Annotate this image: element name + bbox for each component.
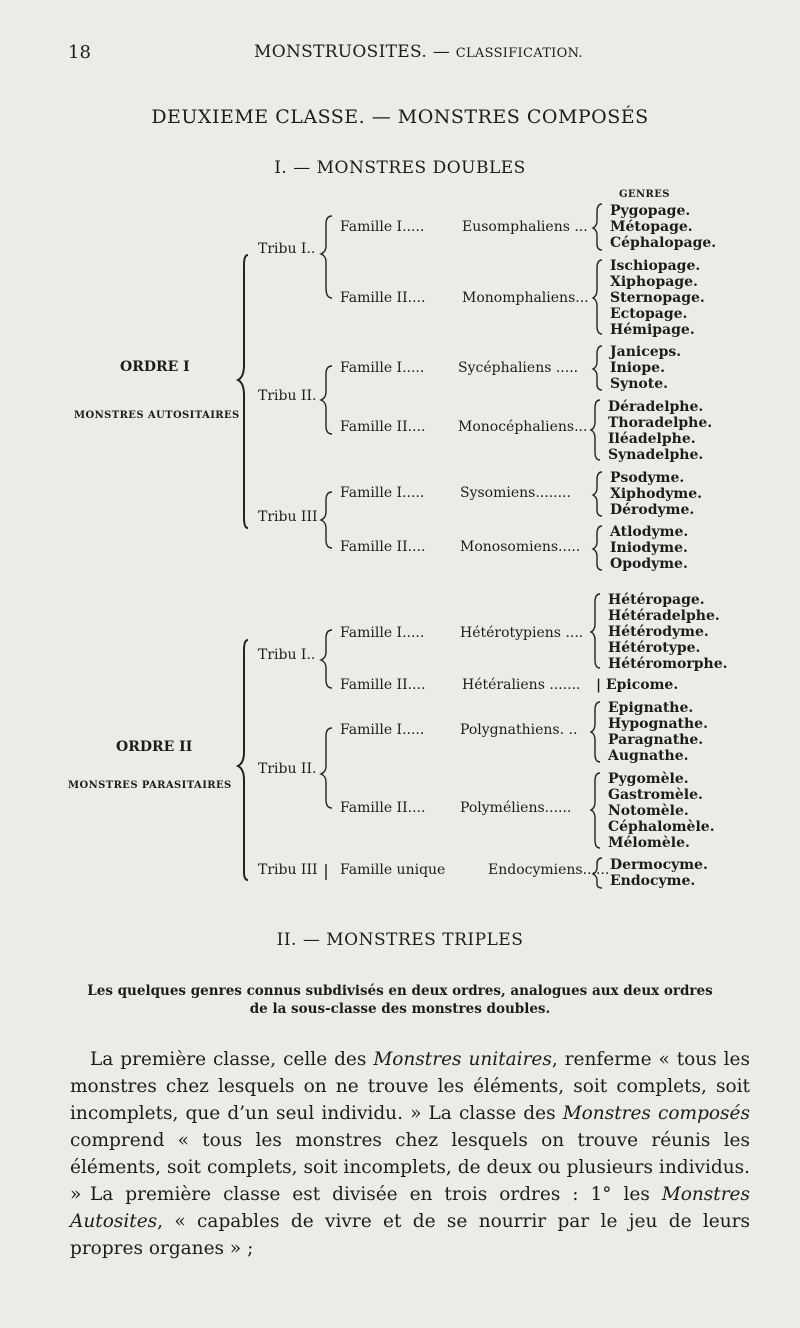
genre: Paragnathe.	[608, 732, 704, 748]
genre: Hétéradelphe.	[608, 608, 720, 624]
genre: Iniope.	[610, 360, 665, 376]
body-paragraph	[70, 1181, 750, 1262]
genre-brace	[593, 472, 602, 516]
family-label: Famille II....	[340, 539, 426, 555]
genres-header: GENRES	[619, 189, 670, 200]
ordre-2-label: ORDRE II	[116, 739, 193, 755]
genre: Thoradelphe.	[608, 415, 713, 431]
genre-name: Epicome.	[605, 677, 679, 693]
genre: Gastromèle.	[608, 787, 703, 803]
genre: Endocyme.	[610, 873, 696, 889]
family-label: Famille II....	[340, 677, 426, 693]
genre-brace	[593, 346, 602, 390]
family-name: Sycéphaliens .....	[458, 360, 579, 376]
class-title: DEUXIEME CLASSE. — MONSTRES COMPOSÉS	[151, 106, 649, 128]
tribu-label: Tribu III	[258, 862, 318, 878]
genre: Janiceps.	[610, 344, 682, 360]
tribu-brace	[321, 366, 332, 434]
triples-note-line: de la sous-classe des monstres doubles.	[249, 1001, 551, 1017]
italic-term: Monstres unitaires	[373, 1049, 552, 1070]
genre: Céphalomèle.	[608, 819, 715, 835]
italic-term: Monstres composés	[562, 1103, 750, 1124]
text-run: , « capables de vivre et de se nourrir par le jeu de leurs propres organes » ;	[70, 1211, 750, 1259]
family-name: Endocymiens......	[488, 862, 610, 878]
genre: Céphalopage.	[610, 235, 717, 251]
genre-brace	[591, 773, 600, 848]
family-label: Famille II....	[340, 290, 426, 306]
genre-brace	[593, 858, 602, 888]
genre: Pygopage.	[610, 203, 691, 219]
tribu-label: Tribu I..	[258, 647, 316, 663]
genre-brace	[593, 204, 602, 250]
genre: Dérodyme.	[610, 502, 695, 518]
order-brace	[238, 640, 248, 880]
family-name: Eusomphaliens ...	[462, 219, 588, 235]
genre: Opodyme.	[610, 556, 688, 572]
section-title-triples: II. — MONSTRES TRIPLES	[276, 930, 524, 950]
page-number: 18	[68, 42, 91, 63]
genre: Ectopage.	[610, 306, 688, 322]
genre: Iniodyme.	[610, 540, 688, 556]
family-name: Sysomiens........	[460, 485, 571, 501]
genre: Sternopage.	[610, 290, 705, 306]
family-name: Hétérotypiens ....	[460, 625, 584, 641]
genre-brace	[591, 594, 600, 668]
genre: Iléadelphe.	[608, 431, 696, 447]
genre: Hétérodyme.	[608, 624, 709, 640]
text-run: La première classe, celle des	[90, 1049, 374, 1070]
genre: Dermocyme.	[610, 857, 708, 873]
genre: Atlodyme.	[610, 524, 689, 540]
tribu-brace	[321, 216, 332, 298]
running-header-small: CLASSIFICATION.	[455, 46, 583, 61]
tribu-brace	[321, 728, 332, 808]
genre: Synote.	[610, 376, 669, 392]
genre: Déradelphe.	[608, 399, 704, 415]
text-run: comprend « tous les monstres chez lesquels on trouve réunis les éléments, soit complets, soit incomplets, de deux ou plusieurs individus. »	[70, 1130, 750, 1205]
genre: Mélomèle.	[608, 835, 690, 851]
ordre-1-label: ORDRE I	[120, 359, 190, 375]
family-label: Famille II....	[340, 419, 426, 435]
family-name: Polygnathiens. ..	[460, 722, 578, 738]
genre: Hémipage.	[610, 322, 695, 338]
genre: Hypognathe.	[608, 716, 708, 732]
genre: Xiphopage.	[610, 274, 698, 290]
text-run: La première classe est divisée en trois ordres : 1° les	[90, 1184, 662, 1205]
family-name: Monosomiens.....	[460, 539, 581, 555]
ordre-1-subtitle: MONSTRES AUTOSITAIRES	[74, 410, 240, 421]
genre: Hétéropage.	[608, 592, 705, 608]
family-label: Famille I.....	[340, 485, 425, 501]
genre-brace	[591, 400, 600, 460]
section-title-doubles: I. — MONSTRES DOUBLES	[274, 158, 526, 178]
tribu-label: Tribu II.	[258, 761, 317, 777]
family-label: Famille II....	[340, 800, 426, 816]
genre: Augnathe.	[608, 748, 689, 764]
genre-brace	[593, 526, 602, 570]
genre: Epignathe.	[608, 700, 694, 716]
genre: Psodyme.	[610, 470, 685, 486]
genre-brace	[591, 702, 600, 762]
family-label: Famille I.....	[340, 625, 425, 641]
family-name: Polyméliens......	[460, 800, 572, 816]
genre: Synadelphe.	[608, 447, 704, 463]
tribu-label: Tribu I..	[258, 241, 316, 257]
tribu-label: Tribu III	[258, 509, 318, 525]
triples-note-line: Les quelques genres connus subdivisés en deux ordres, analogues aux deux ordres	[87, 983, 713, 999]
tribu-brace	[321, 492, 332, 548]
tribu-brace	[321, 630, 332, 688]
genre: Hétérotype.	[608, 640, 701, 656]
genre: Pygomèle.	[608, 771, 689, 787]
order-brace	[238, 255, 248, 528]
family-label: Famille I.....	[340, 722, 425, 738]
genre-brace	[593, 260, 602, 334]
genre: Xiphodyme.	[610, 486, 703, 502]
running-header-main: MONSTRUOSITES. —	[254, 42, 456, 62]
italic-term: Monstres Autosites	[70, 1184, 750, 1232]
family-name: Monomphaliens...	[462, 290, 589, 306]
family-label: Famille I.....	[340, 219, 425, 235]
genre: Ischiopage.	[610, 258, 701, 274]
family-label: Famille I.....	[340, 360, 425, 376]
family-name: Monocéphaliens...	[458, 419, 588, 435]
genre: Métopage.	[610, 219, 693, 235]
ordre-2-subtitle: MONSTRES PARASITAIRES	[68, 780, 232, 791]
genre: Notomèle.	[608, 803, 689, 819]
family-name: Hétéraliens .......	[462, 677, 581, 693]
genre: | Epicome.	[596, 677, 679, 693]
family-label: Famille unique	[340, 862, 446, 878]
genre: Hétéromorphe.	[608, 656, 728, 672]
tribu-label: Tribu II.	[258, 388, 317, 404]
text-run: , renferme « tous les monstres chez lesquels on ne trouve les éléments, soit complets, soit incomplets, que d’un seul individu. » La classe des	[70, 1049, 750, 1124]
